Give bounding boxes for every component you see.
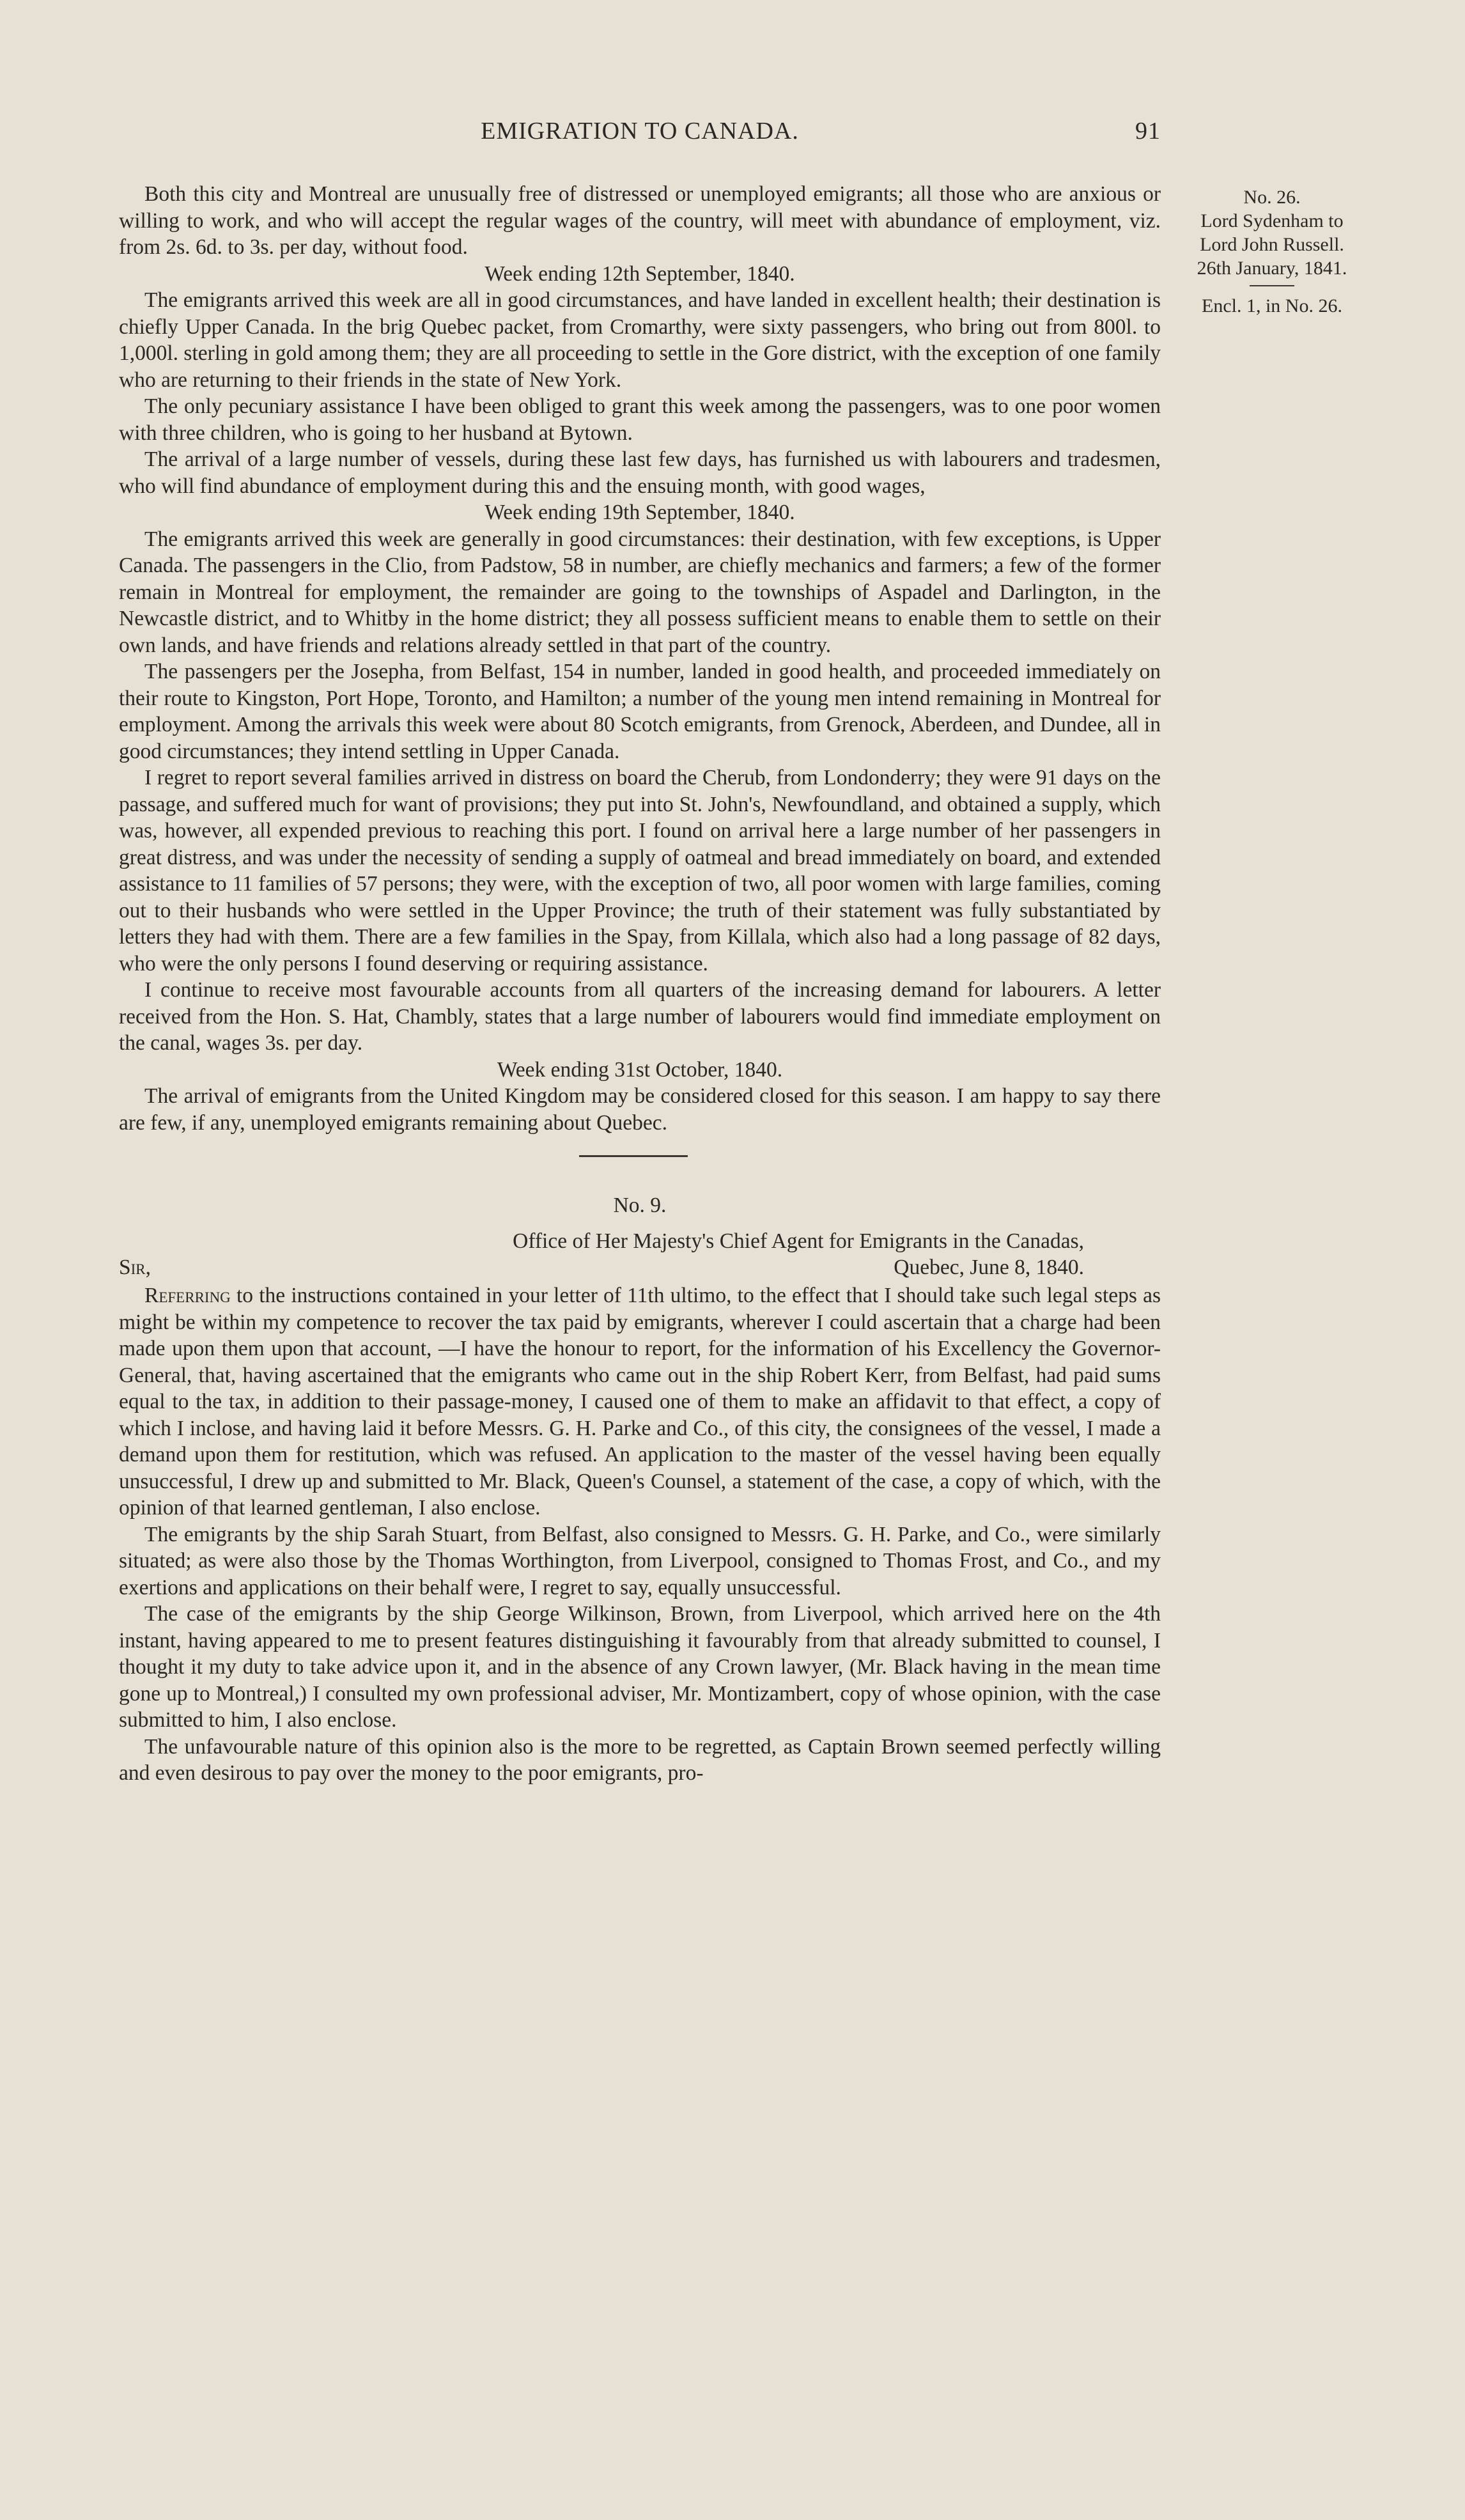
margin-note-enclosure: Encl. 1, in No. 26. bbox=[1202, 295, 1342, 316]
paragraph-lead-word: Referring bbox=[144, 1284, 231, 1307]
paragraph: The passengers per the Josepha, from Belfast, 154 in number, landed in good health, and proceeded immediately on their route to Kingston, Port Hope, Toronto, and Hamilton; a number of the young men intend remaining in Montreal for employment. Among the arrivals this week were about 80 Scotch emigrants, from Grenock, Aberdeen, and Dundee, all in good circumstances; they intend settling in Upper Canada. bbox=[119, 660, 1161, 763]
place-date: Quebec, June 8, 1840. bbox=[894, 1256, 1084, 1279]
section-heading: Week ending 12th September, 1840. bbox=[484, 261, 795, 286]
section-heading: Week ending 19th September, 1840. bbox=[484, 501, 795, 524]
section-heading: Week ending 31st October, 1840. bbox=[497, 1057, 783, 1082]
document-number: No. 9. bbox=[613, 1194, 667, 1217]
paragraph-text: to the instructions contained in your letter of 11th ultimo, to the effect that I should take such legal steps as might be within my competence to recover the tax paid by emigrants, wherever I could ascertain that a charge had been made upon them upon that account, —I have the honour to report, for the information of his Excellency the Governor-General, that, having ascertained that the emigrants who came out in the ship Robert Kerr, from Belfast, had paid sums equal to the tax, in addition to their passage-money, I caused one of them to make an affidavit to that effect, a copy of which I inclose, and having laid it before Messrs. G. H. Parke and Co., of this city, the consignees of the vessel, I made a demand upon them for restitution, which was refused. An application to the master of the vessel having been equally unsuccessful, I drew up and submitted to Mr. Black, Queen's Counsel, a statement of the case, a copy of which, with the opinion of that learned gentleman, I also enclose. bbox=[119, 1284, 1161, 1520]
margin-note-rule bbox=[1250, 285, 1294, 286]
divider-rule bbox=[579, 1155, 688, 1157]
office-line: Office of Her Majesty's Chief Agent for Emigrants in the Canadas, bbox=[513, 1229, 1084, 1253]
margin-note-to: Lord John Russell. bbox=[1200, 234, 1344, 255]
paragraph: The arrival of a large number of vessels, during these last few days, has furnished us with labourers and tradesmen, who will find abundance of employment during this and the ensuing month, with good wages, bbox=[119, 447, 1161, 498]
salutation-line bbox=[119, 1254, 1161, 1282]
margin-note-date: 26th January, 1841. bbox=[1197, 258, 1347, 279]
paragraph: The emigrants by the ship Sarah Stuart, from Belfast, also consigned to Messrs. G. H. Parke, and Co., were similarly situated; as were also those by the Thomas Worthington, from Liverpool, consigned to Thomas Frost, and Co., and my exertions and applications on their behalf were, I regret to say, equally unsuccessful. bbox=[119, 1522, 1161, 1599]
paragraph bbox=[119, 1282, 1161, 1521]
paragraph: Both this city and Montreal are unusually free of distressed or unemployed emigrants; all those who are anxious or willing to work, and who will accept the regular wages of the country, will meet with abundance of employment, viz. from 2s. 6d. to 3s. per day, without food. bbox=[119, 182, 1161, 259]
paragraph: I continue to receive most favourable accounts from all quarters of the increasing demand for labourers. A letter received from the Hon. S. Hat, Chambly, states that a large number of labourers would find immediate employment on the canal, wages 3s. per day. bbox=[119, 978, 1161, 1055]
paragraph: The case of the emigrants by the ship George Wilkinson, Brown, from Liverpool, which arrived here on the 4th instant, having appeared to me to present features distinguishing it favourably from that already submitted to counsel, I thought it my duty to take advice upon it, and in the absence of any Crown lawyer, (Mr. Black having in the mean time gone up to Montreal,) I consulted my own professional adviser, Mr. Montizambert, copy of whose opinion, with the case submitted to him, I also enclose. bbox=[119, 1602, 1161, 1732]
paragraph: I regret to report several families arrived in distress on board the Cherub, from Londonderry; they were 91 days on the passage, and suffered much for want of provisions; they put into St. John's, Newfoundland, and obtained a supply, which was, however, all expended previous to reaching this port. I found on arrival here a large number of her passengers in great distress, and was under the necessity of sending a supply of oatmeal and bread immediately on board, and extended assistance to 11 families of 57 persons; they were, with the exception of two, all poor women with large families, coming out to their husbands who were settled in the Upper Province; the truth of their statement was fully substantiated by letters they had with them. There are a few families in the Spay, from Killala, which also had a long passage of 82 days, who were the only persons I found deserving or requiring assistance. bbox=[119, 766, 1161, 976]
header-title: EMIGRATION TO CANADA. bbox=[481, 118, 799, 144]
main-text bbox=[119, 181, 1161, 1787]
section-divider bbox=[119, 1149, 1161, 1176]
paragraph: The arrival of emigrants from the United Kingdom may be considered closed for this season. I am happy to say there are few, if any, unemployed emigrants remaining about Quebec. bbox=[119, 1084, 1161, 1135]
paragraph: The unfavourable nature of this opinion also is the more to be regretted, as Captain Brown seemed perfectly willing and even desirous to pay over the money to the poor emigrants, pro- bbox=[119, 1734, 1161, 1785]
paragraph: The emigrants arrived this week are all in good circumstances, and have landed in excellent health; their destination is chiefly Upper Canada. In the brig Quebec packet, from Cromarthy, were sixty passengers, who bring out from 800l. to 1,000l. sterling in gold among them; they are all proceeding to settle in the Gore district, with the exception of one family who are returning to their friends in the state of New York. bbox=[119, 288, 1161, 392]
margin-note-from: Lord Sydenham to bbox=[1200, 210, 1344, 231]
paragraph: The emigrants arrived this week are generally in good circumstances: their destination, with few exceptions, is Upper Canada. The passengers in the Clio, from Padstow, 58 in number, are chiefly mechanics and farmers; a few of the former remain in Montreal for employment, the remainder are going to the townships of Aspadel and Darlington, in the Newcastle district, and to Whitby in the home district; they all possess sufficient means to enable them to settle on their own lands, and have friends and relations already settled in that part of the country. bbox=[119, 527, 1161, 657]
margin-note bbox=[1176, 185, 1368, 318]
salutation: Sir, bbox=[119, 1256, 151, 1279]
margin-note-number: No. 26. bbox=[1243, 187, 1301, 208]
paragraph: The only pecuniary assistance I have been obliged to grant this week among the passengers, was to one poor women with three children, who is going to her husband at Bytown. bbox=[119, 394, 1161, 445]
running-header bbox=[119, 117, 1161, 155]
page-number: 91 bbox=[1135, 118, 1161, 144]
